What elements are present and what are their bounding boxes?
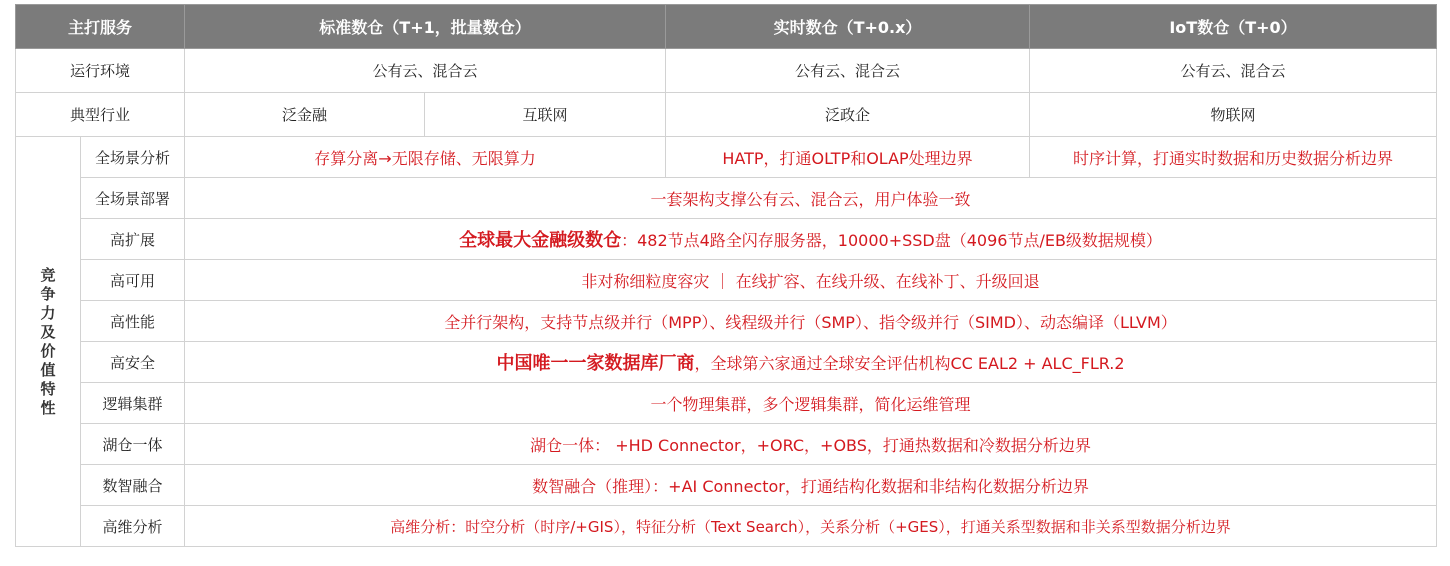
feature-row	[16, 137, 1437, 178]
industry-row	[16, 93, 1437, 137]
feature-detail: ，全球第六家通过全球安全评估机构CC EAL2 + ALC_FLR.2	[694, 354, 1125, 373]
feature-value: 高维分析：时空分析（时序/+GIS），特征分析（Text Search），关系分析（+GES），打通关系型数据和非关系型数据分析边界	[185, 506, 1437, 547]
feature-row	[16, 178, 1437, 219]
header-row	[16, 5, 1437, 49]
feature-value: 非对称细粒度容灾 ｜ 在线扩容、在线升级、在线补丁、升级回退	[185, 260, 1437, 301]
feature-name: 全场景分析	[81, 137, 185, 178]
industry-iot: 物联网	[1030, 93, 1437, 137]
feature-value: 一个物理集群，多个逻辑集群，简化运维管理	[185, 383, 1437, 424]
feature-comparison-table	[15, 4, 1437, 547]
feature-name: 高可用	[81, 260, 185, 301]
feature-value: 全并行架构，支持节点级并行（MPP）、线程级并行（SMP）、指令级并行（SIMD）、动态编译（LLVM）	[185, 301, 1437, 342]
feature-value	[185, 219, 1437, 260]
feature-row	[16, 260, 1437, 301]
header-standard-warehouse: 标准数仓（T+1，批量数仓）	[185, 5, 666, 49]
feature-value-realtime: HATP，打通OLTP和OLAP处理边界	[666, 137, 1030, 178]
feature-value: 一套架构支撑公有云、混合云，用户体验一致	[185, 178, 1437, 219]
industry-finance: 泛金融	[185, 93, 425, 137]
feature-name: 逻辑集群	[81, 383, 185, 424]
feature-row	[16, 342, 1437, 383]
feature-value: 湖仓一体： +HD Connector，+ORC，+OBS，打通热数据和冷数据分析边界	[185, 424, 1437, 465]
industry-internet: 互联网	[425, 93, 666, 137]
header-service: 主打服务	[16, 5, 185, 49]
feature-emphasis: 全球最大金融级数仓	[459, 230, 622, 251]
feature-table-container	[15, 4, 1437, 547]
feature-name: 高性能	[81, 301, 185, 342]
industry-government: 泛政企	[666, 93, 1030, 137]
feature-row	[16, 383, 1437, 424]
header-iot-warehouse: IoT数仓（T+0）	[1030, 5, 1437, 49]
environment-standard: 公有云、混合云	[185, 49, 666, 93]
feature-detail: ：482节点4路全闪存服务器，10000+SSD盘（4096节点/EB级数据规模）	[621, 231, 1162, 250]
feature-name: 湖仓一体	[81, 424, 185, 465]
feature-row	[16, 219, 1437, 260]
feature-row	[16, 465, 1437, 506]
feature-row	[16, 301, 1437, 342]
feature-value-iot: 时序计算，打通实时数据和历史数据分析边界	[1030, 137, 1437, 178]
environment-realtime: 公有云、混合云	[666, 49, 1030, 93]
feature-name: 高维分析	[81, 506, 185, 547]
feature-row	[16, 506, 1437, 547]
feature-emphasis: 中国唯一一家数据库厂商	[496, 353, 695, 374]
industry-label: 典型行业	[16, 93, 185, 137]
feature-name: 全场景部署	[81, 178, 185, 219]
feature-value-standard: 存算分离→无限存储、无限算力	[185, 137, 666, 178]
feature-value	[185, 342, 1437, 383]
environment-iot: 公有云、混合云	[1030, 49, 1437, 93]
feature-name: 高扩展	[81, 219, 185, 260]
feature-name: 数智融合	[81, 465, 185, 506]
environment-label: 运行环境	[16, 49, 185, 93]
feature-row	[16, 424, 1437, 465]
competitiveness-side-label: 竞争力及价值特性	[16, 137, 81, 547]
environment-row	[16, 49, 1437, 93]
header-realtime-warehouse: 实时数仓（T+0.x）	[666, 5, 1030, 49]
feature-value: 数智融合（推理）：+AI Connector，打通结构化数据和非结构化数据分析边界	[185, 465, 1437, 506]
feature-name: 高安全	[81, 342, 185, 383]
